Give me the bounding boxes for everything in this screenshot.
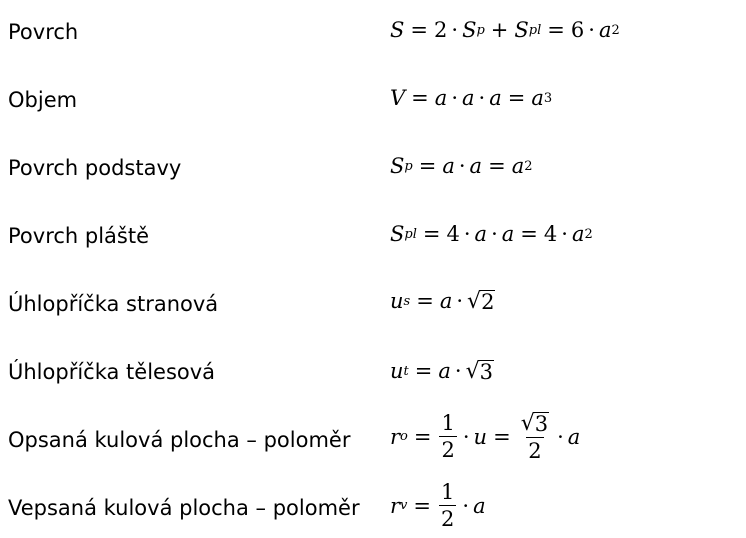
row-povrch-plaste (0, 204, 746, 272)
fraction-sqrt3-half: √ 3 2 (520, 411, 549, 463)
row-uhlopricka-stranova (0, 272, 746, 340)
sqrt-two: √ 2 (467, 289, 495, 314)
fraction-one-half: $\frac{1}{2}$ (441, 411, 455, 462)
label-objem: Objem (8, 88, 78, 112)
formula-vepsana-kulova-plocha: r v = $\frac{1}{2}$ · a (390, 480, 486, 531)
row-opsana-kulova-plocha (0, 408, 746, 476)
formula-uhlopricka-stranova: u s = a · √ 2 (390, 289, 495, 314)
formula-povrch: S = 2 · S p + S pl = 6 · a 2 (390, 18, 620, 42)
formula-povrch-plaste: S pl = 4 · a · a = 4 · a 2 (390, 222, 593, 246)
label-uhlopricka-telesova: Úhlopříčka tělesová (8, 360, 216, 384)
formula-opsana-kulova-plocha: r o = $\frac{1}{2}$ · u = √ 3 2 · a (390, 411, 581, 463)
formula-povrch-podstavy: S p = a · a = a 2 (390, 154, 533, 178)
label-vepsana-kulova-plocha: Vepsaná kulová plocha – poloměr (8, 496, 360, 520)
row-uhlopricka-telesova (0, 340, 746, 408)
row-povrch (0, 0, 746, 68)
fraction-one-half-inscribed: $\frac{1}{2}$ (441, 480, 455, 531)
label-povrch-plaste: Povrch pláště (8, 224, 150, 248)
formula-objem: V = a · a · a = a 3 (390, 86, 553, 110)
label-povrch-podstavy: Povrch podstavy (8, 156, 182, 180)
row-vepsana-kulova-plocha (0, 470, 746, 538)
label-opsana-kulova-plocha: Opsaná kulová plocha – poloměr (8, 428, 351, 452)
row-objem (0, 68, 746, 136)
label-uhlopricka-stranova: Úhlopříčka stranová (8, 292, 219, 316)
row-povrch-podstavy (0, 136, 746, 204)
sqrt-three: √ 3 (465, 359, 493, 384)
formula-uhlopricka-telesova: u t = a · √ 3 (390, 359, 493, 384)
label-povrch: Povrch (8, 20, 79, 44)
